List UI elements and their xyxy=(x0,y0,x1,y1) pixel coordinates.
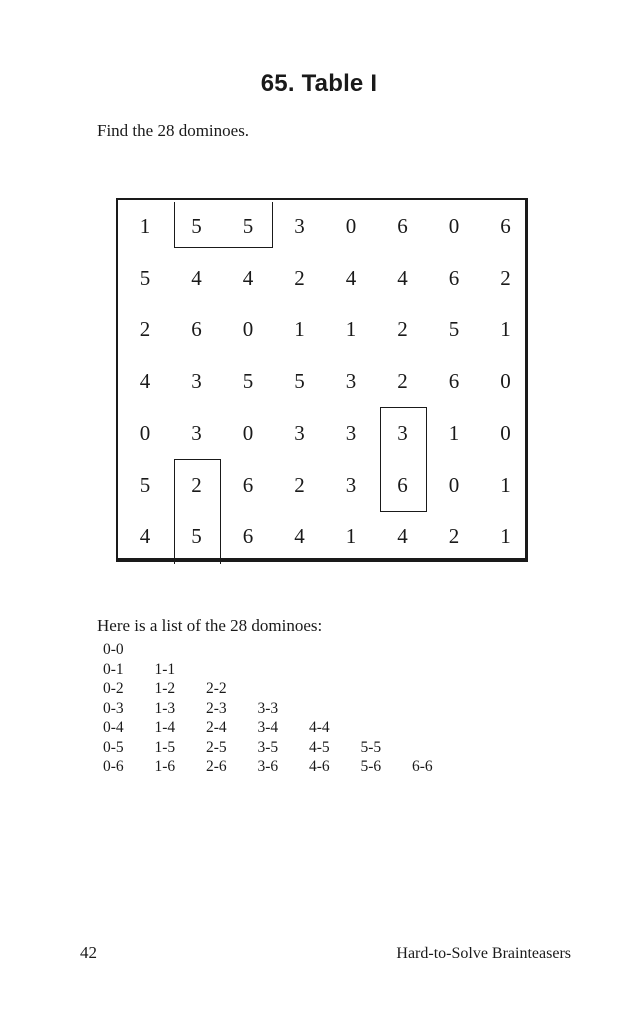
grid-cell: 3 xyxy=(345,420,357,445)
domino-list-item: 4-6 xyxy=(309,758,330,775)
grid-cell: 6 xyxy=(242,472,254,497)
domino-list-item: 1-6 xyxy=(154,758,176,775)
grid-cell: 5 xyxy=(242,214,254,238)
grid-cell: 0 xyxy=(139,420,151,445)
grid-cell: 3 xyxy=(397,420,408,445)
domino-list-item: 0-4 xyxy=(103,719,124,736)
grid-cell: 3 xyxy=(294,214,305,238)
grid-cell: 3 xyxy=(191,420,202,445)
domino-list-item: 1-1 xyxy=(154,660,176,678)
domino-list-item: 0-5 xyxy=(103,738,124,756)
grid-cell: 1 xyxy=(139,214,151,238)
grid-cell: 2 xyxy=(397,317,408,342)
domino-list-item: 6-6 xyxy=(412,758,433,775)
grid-cell: 5 xyxy=(139,265,151,290)
marked-domino-outline xyxy=(380,407,428,512)
grid-cell: 4 xyxy=(345,265,357,290)
grid-cell: 6 xyxy=(242,524,254,549)
grid-cell: 5 xyxy=(448,317,460,342)
domino-list-item: 0-2 xyxy=(103,680,124,697)
grid-cell: 0 xyxy=(448,472,460,497)
grid-cell: 2 xyxy=(500,265,511,290)
domino-list-item: 0-6 xyxy=(103,758,124,775)
grid-cell: 1 xyxy=(500,472,511,497)
domino-list-item: 2-5 xyxy=(206,738,227,756)
book-title: Hard-to-Solve Brainteasers xyxy=(396,945,571,962)
grid-cell: 4 xyxy=(191,265,202,290)
page-number: 42 xyxy=(80,943,97,962)
marked-domino-outline xyxy=(174,202,273,248)
grid-cell: 0 xyxy=(242,420,254,445)
grid-cell: 6 xyxy=(191,317,202,342)
grid-cell: 6 xyxy=(397,472,408,497)
grid-cell: 1 xyxy=(500,317,511,342)
domino-list-item: 0-3 xyxy=(103,699,124,717)
grid-cell: 4 xyxy=(397,524,408,549)
grid-cell: 0 xyxy=(500,420,511,445)
grid-cell: 4 xyxy=(397,265,408,290)
grid-cell: 2 xyxy=(191,472,202,497)
grid-cell: 2 xyxy=(397,369,408,394)
grid-cell: 3 xyxy=(294,420,305,445)
grid-cell: 4 xyxy=(139,524,151,549)
domino-list-item: 4-5 xyxy=(309,738,330,756)
grid-cell: 2 xyxy=(448,524,460,549)
domino-list-heading: Here is a list of the 28 dominoes: xyxy=(97,616,323,635)
grid-cell: 6 xyxy=(397,214,408,238)
grid-cell: 1 xyxy=(448,420,460,445)
domino-list-item: 2-2 xyxy=(206,680,227,697)
grid-cell: 2 xyxy=(294,472,305,497)
grid-cell: 3 xyxy=(191,369,202,394)
domino-list-item: 2-6 xyxy=(206,758,227,775)
grid-cell: 1 xyxy=(345,317,357,342)
grid-cell: 5 xyxy=(139,472,151,497)
marked-domino-outline xyxy=(174,459,222,564)
grid-cell: 0 xyxy=(242,317,254,342)
grid-cell: 2 xyxy=(139,317,151,342)
grid-cell: 3 xyxy=(345,472,357,497)
domino-list-item: 0-1 xyxy=(103,660,124,678)
domino-list-item: 3-5 xyxy=(257,738,279,756)
grid-cell: 1 xyxy=(294,317,305,342)
grid-cell: 1 xyxy=(500,524,511,549)
domino-list-item: 2-4 xyxy=(206,719,227,736)
domino-list-item: 1-5 xyxy=(154,738,176,756)
grid-cell: 5 xyxy=(294,369,305,394)
grid-cell: 4 xyxy=(139,369,151,394)
grid-cell: 5 xyxy=(191,214,202,238)
domino-list-item: 3-4 xyxy=(257,719,279,736)
domino-list-item: 3-3 xyxy=(257,699,279,717)
domino-list-item: 5-6 xyxy=(360,758,382,775)
grid-cell: 0 xyxy=(500,369,511,394)
grid-cell: 6 xyxy=(448,369,460,394)
grid-cell: 1 xyxy=(345,524,357,549)
domino-list-item: 4-4 xyxy=(309,719,330,736)
domino-list-item: 1-4 xyxy=(154,719,176,736)
grid-cell: 4 xyxy=(242,265,254,290)
grid-cell: 6 xyxy=(448,265,460,290)
grid-cell: 0 xyxy=(448,214,460,238)
puzzle-instruction: Find the 28 dominoes. xyxy=(97,121,250,140)
grid-cell: 5 xyxy=(191,524,202,549)
page-title: 65. Table I xyxy=(260,70,378,97)
domino-list-item: 3-6 xyxy=(257,758,279,775)
domino-list-item: 2-3 xyxy=(206,699,227,717)
grid-cell: 6 xyxy=(500,214,511,238)
grid-cell: 4 xyxy=(294,524,305,549)
domino-list-item: 1-2 xyxy=(154,680,176,697)
domino-list-item: 0-0 xyxy=(103,641,124,658)
grid-cell: 5 xyxy=(242,369,254,394)
domino-grid xyxy=(116,198,528,562)
grid-cell: 3 xyxy=(345,369,357,394)
grid-cell: 0 xyxy=(345,214,357,238)
domino-list-item: 5-5 xyxy=(360,738,382,756)
grid-cell: 2 xyxy=(294,265,305,290)
domino-list-item: 1-3 xyxy=(154,699,176,717)
